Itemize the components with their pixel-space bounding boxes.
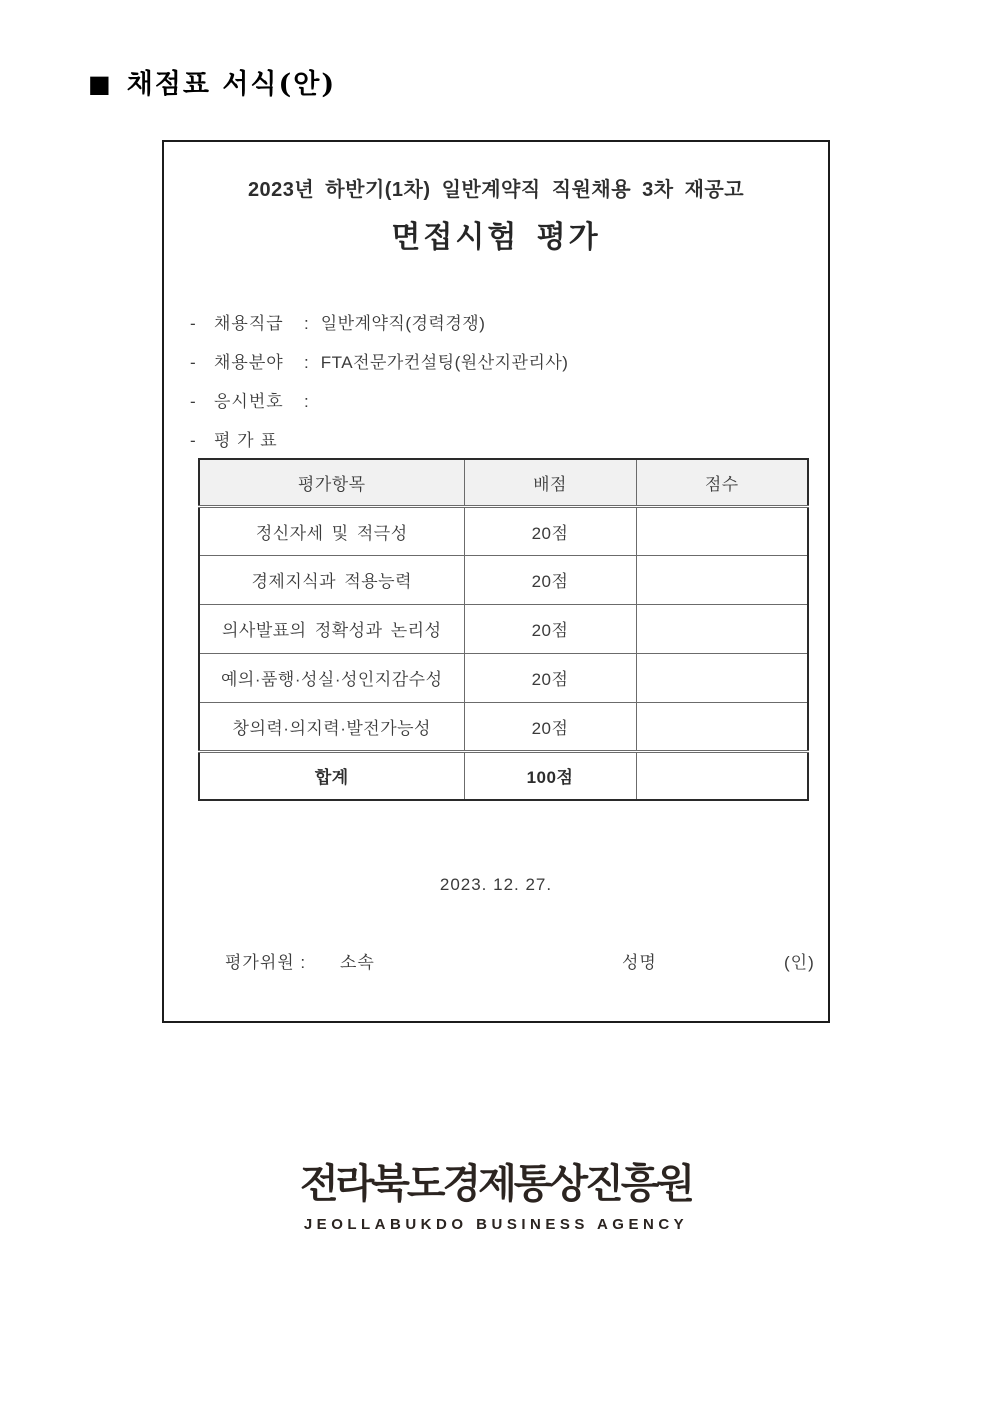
- table-row: [199, 604, 808, 653]
- item-cell: 의사발표의 정확성과 논리성: [199, 604, 464, 653]
- field-separator: :: [304, 314, 309, 333]
- item-cell: 창의력·의지력·발전가능성: [199, 702, 464, 751]
- score-table: [198, 458, 809, 801]
- black-square-bullet-icon: ■: [88, 69, 113, 98]
- evaluator-label: 평가위원 :: [225, 953, 307, 972]
- item-cell: 예의·품행·성실·성인지감수성: [199, 653, 464, 702]
- logo-english-text: JEOLLABUKDO BUSINESS AGENCY: [303, 1216, 689, 1233]
- form-field-list: [190, 312, 568, 468]
- points-cell: 20점: [464, 506, 636, 555]
- points-cell: 20점: [464, 702, 636, 751]
- form-title: 2023년 하반기(1차) 일반계약직 직원채용 3차 재공고: [247, 179, 745, 201]
- header-cell-points: 배점: [464, 459, 636, 506]
- agency-logo: [0, 1152, 992, 1233]
- total-score-cell: [636, 751, 808, 800]
- field-value: FTA전문가컨설팅(원산지관리사): [320, 353, 569, 372]
- field-value: 일반계약직(경력경쟁): [320, 314, 486, 333]
- date-text: 2023. 12. 27.: [439, 875, 553, 894]
- total-item-cell: 합계: [199, 751, 464, 800]
- total-points-cell: 100점: [464, 751, 636, 800]
- points-cell: 20점: [464, 653, 636, 702]
- table-header-row: [199, 459, 808, 506]
- name-label: 성명: [622, 953, 657, 972]
- score-cell: [636, 506, 808, 555]
- field-label: 평 가 표: [214, 431, 278, 450]
- points-cell: 20점: [464, 555, 636, 604]
- field-label: 응시번호: [214, 392, 284, 411]
- dash-bullet: -: [190, 431, 196, 450]
- dash-bullet: -: [190, 353, 196, 372]
- field-separator: :: [304, 353, 309, 372]
- table-row: [199, 702, 808, 751]
- affiliation-label: 소속: [340, 953, 375, 972]
- evaluation-form-box: [162, 140, 830, 1023]
- score-cell: [636, 702, 808, 751]
- header-cell-score: 점수: [636, 459, 808, 506]
- document-heading-text: 채점표 서식(안): [126, 69, 337, 100]
- item-cell: 경제지식과 적용능력: [199, 555, 464, 604]
- field-label: 채용분야: [214, 353, 284, 372]
- field-separator: :: [304, 392, 309, 411]
- seal-label: (인): [784, 953, 815, 972]
- field-row-recruit-grade: [190, 312, 568, 351]
- field-label: 채용직급: [214, 314, 284, 333]
- dash-bullet: -: [190, 314, 196, 333]
- table-row: [199, 653, 808, 702]
- document-heading: [88, 62, 336, 101]
- logo-korean-text: 전라북도경제통상진흥원: [299, 1162, 693, 1206]
- score-cell: [636, 555, 808, 604]
- dash-bullet: -: [190, 392, 196, 411]
- table-total-row: [199, 751, 808, 800]
- score-cell: [636, 653, 808, 702]
- item-cell: 정신자세 및 적극성: [199, 506, 464, 555]
- table-row: [199, 506, 808, 555]
- form-subtitle: 면접시험 평가: [391, 221, 601, 254]
- header-cell-item: 평가항목: [199, 459, 464, 506]
- score-cell: [636, 604, 808, 653]
- points-cell: 20점: [464, 604, 636, 653]
- table-row: [199, 555, 808, 604]
- field-row-recruit-field: [190, 351, 568, 390]
- field-row-applicant-number: [190, 390, 568, 429]
- signature-row: [164, 948, 828, 972]
